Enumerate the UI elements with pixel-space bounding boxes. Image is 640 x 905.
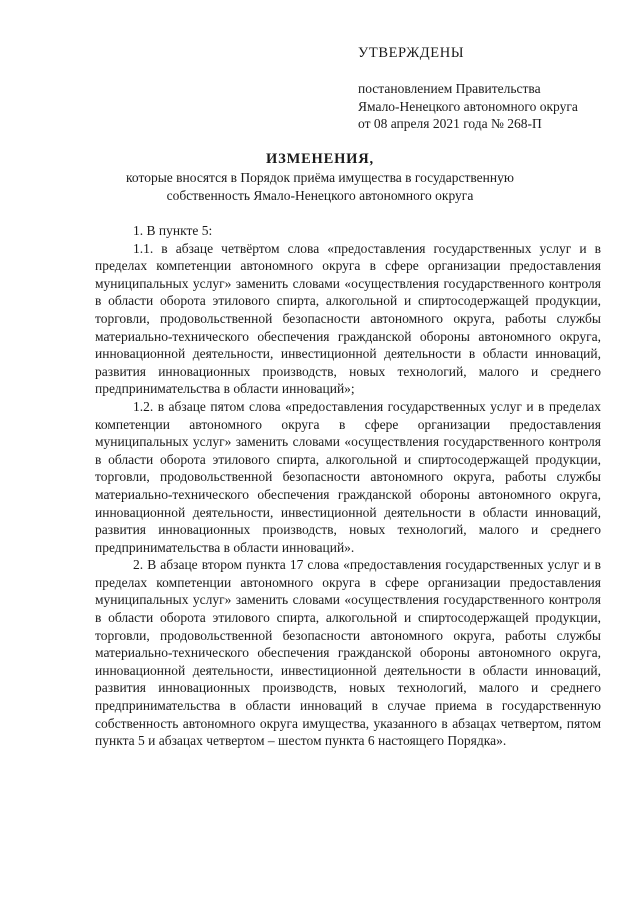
document-title: ИЗМЕНЕНИЯ, <box>266 151 374 167</box>
paragraph-2: 2. В абзаце втором пункта 17 слова «предоставления государственных услуг и в пределах компетенции автономного округа в сфере организации предоставления муниципальных услуг» заменить словами «осуществления государственного контроля в области оборота этилового спирта, алкогольной и спиртосодержащей продукции, торговли, продовольственной безопасности автономного округа, работы службы материально-технического обеспечения гражданской обороны автономного округа, инновационной деятельности, инвестиционной деятельности в области инноваций, развития инновационных производств, новых технологий, малого и среднего предпринимательства в области инноваций в случае приема в государственную собственность автономного округа имущества, указанного в абзацах четвертом, пятом пункта 5 и абзацах четвертом – шестом пункта 6 настоящего Порядка». <box>95 557 601 749</box>
paragraph-1-1: 1.1. в абзаце четвёртом слова «предоставления государственных услуг и в пределах компетенции автономного округа в сфере организации предоставления муниципальных услуг» заменить словами «осуществления государственного контроля в области оборота этилового спирта, алкогольной и спиртосодержащей продукции, торговли, продовольственной безопасности автономного округа, работы службы материально-технического обеспечения гражданской обороны автономного округа, инновационной деятельности, инвестиционной деятельности в области инноваций, развития инновационных производств, новых технологий, малого и среднего предпринимательства в области инноваций»; <box>95 240 601 397</box>
approval-stamp <box>358 44 628 133</box>
document-body <box>95 222 601 750</box>
approved-heading: УТВЕРЖДЕНЫ <box>358 45 465 61</box>
paragraph-1: 1. В пункте 5: <box>133 223 213 238</box>
document-subtitle: которые вносятся в Порядок приёма имущества в государственную собственность Ямало-Ненецкого автономного округа <box>126 170 514 203</box>
approval-line-3: от 08 апреля 2021 года № 268-П <box>358 116 542 131</box>
paragraph-1-2: 1.2. в абзаце пятом слова «предоставления государственных услуг и в пределах компетенции автономного округа в сфере организации предоставления муниципальных услуг» заменить словами «осуществления государственного контроля в области оборота этилового спирта, алкогольной и спиртосодержащей продукции, торговли, продовольственной безопасности автономного округа, работы службы материально-технического обеспечения гражданской обороны автономного округа, инновационной деятельности, инвестиционной деятельности в области инноваций, развития инновационных производств, новых технологий, малого и среднего предпринимательства в области инноваций». <box>95 398 601 555</box>
document-title-block <box>90 150 550 204</box>
approval-line-2: Ямало-Ненецкого автономного округа <box>358 98 578 114</box>
approval-line-1: постановлением Правительства <box>358 81 541 96</box>
